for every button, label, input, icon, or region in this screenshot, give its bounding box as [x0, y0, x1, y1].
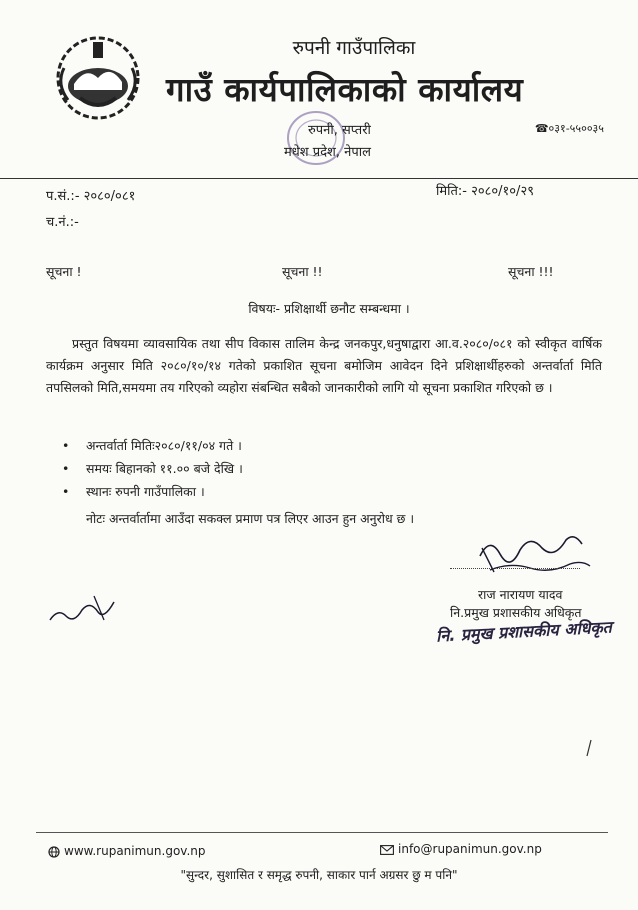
signer-name: राज नारायण यादव	[478, 587, 563, 602]
reference-number: प.सं.:- २०८०/०८१	[46, 189, 136, 204]
letter-date: मिति:- २०८०/१०/२९	[436, 184, 534, 199]
mail-icon	[380, 845, 394, 855]
designation-seal: नि. प्रमुख प्रशासकीय अधिकृत	[435, 617, 613, 646]
notice-heading-3: सूचना !!!	[508, 264, 554, 279]
website-text: www.rupanimun.gov.np	[64, 844, 206, 858]
signer-title: नि.प्रमुख प्रशासकीय अधिकृत	[450, 605, 582, 620]
phone-number: ☎०३१-५५००३५	[534, 122, 604, 135]
stray-mark-icon	[584, 738, 594, 758]
address-line-2: मधेश प्रदेश, नेपाल	[284, 145, 371, 160]
municipality-name: रुपनी गाउँपालिका	[292, 37, 416, 59]
globe-icon	[48, 846, 60, 858]
email-link[interactable]	[380, 842, 542, 856]
initials-mark-icon	[44, 590, 124, 630]
notice-heading-2: सूचना !!	[282, 264, 323, 279]
list-item: • स्थानः रुपनी गाउँपालिका ।	[62, 483, 243, 506]
body-paragraph: प्रस्तुत विषयमा व्यावसायिक तथा सीप विकास तालिम केन्द्र जनकपुर,धनुषाद्वारा आ.व.२०८०/०८१ को स्वीकृत वार्षिक कार्यक्रम अनुसार मिति २०८०/१०/१४ गतेको प्रकाशित सूचना बमोजिम आवेदन दिने प्रशिक्षार्थीहरुको अन्तर्वार्ता मिति तपसिलको मिति,समयमा तय गरिएको व्यहोरा संबन्धित सबैको जानकारीको लागि यो सूचना प्रकाशित गरिएको छ ।	[46, 336, 602, 395]
office-name: गाउँ कार्यपालिकाको कार्यालय	[166, 70, 524, 109]
list-item: • समयः बिहानको ११.०० बजे देखि ।	[62, 460, 243, 483]
signature-line	[450, 568, 580, 569]
website-link[interactable]	[48, 844, 206, 858]
note-line: नोटः अन्तर्वार्तामा आउँदा सकक्ल प्रमाण पत्र लिएर आउन हुन अनुरोध छ ।	[86, 511, 415, 526]
detail-list	[62, 437, 243, 506]
notice-heading-1: सूचना !	[46, 264, 82, 279]
email-text: info@rupanimun.gov.np	[398, 842, 542, 856]
slogan: "सुन्दर, सुशासित र समृद्ध रुपनी, साकार पार्न अग्रसर छु म पनि"	[180, 868, 458, 882]
list-item: • अन्तर्वार्ता मितिः२०८०/११/०४ गते ।	[62, 437, 243, 460]
header-divider	[0, 178, 638, 179]
dispatch-number: च.नं.:-	[46, 215, 79, 230]
handwritten-signature-icon	[470, 526, 600, 580]
footer-divider	[36, 832, 608, 833]
address-line-1: रुपनी, सप्तरी	[308, 123, 371, 138]
subject-line: विषयः- प्रशिक्षार्थी छनौट सम्बन्धमा ।	[248, 301, 410, 316]
